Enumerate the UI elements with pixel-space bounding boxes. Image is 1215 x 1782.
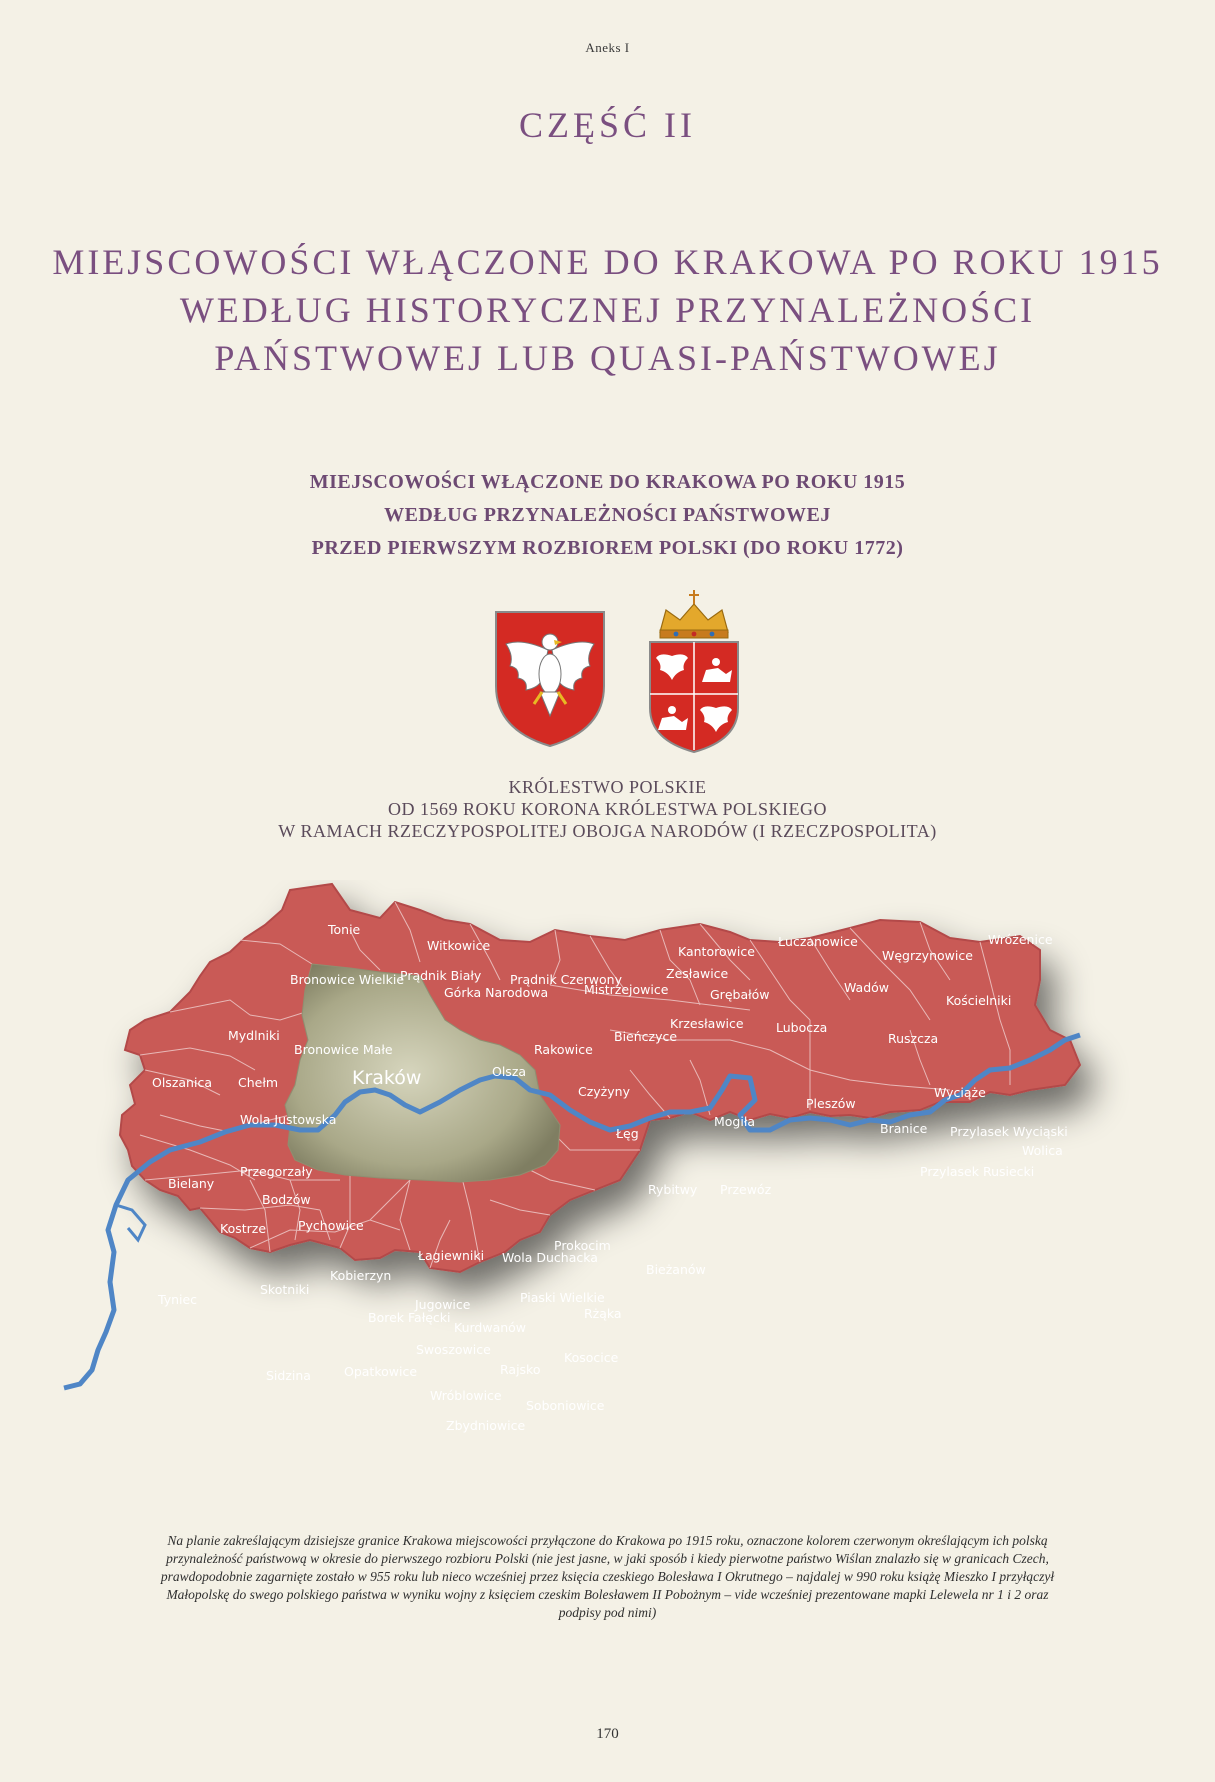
place-label: Rybitwy bbox=[648, 1182, 698, 1197]
place-label: Mistrzejowice bbox=[584, 982, 669, 997]
place-label: Kostrze bbox=[220, 1221, 267, 1236]
place-label: Wolica bbox=[1022, 1143, 1063, 1158]
page-number: 170 bbox=[596, 1726, 619, 1742]
place-label: Łagiewniki bbox=[418, 1248, 485, 1263]
place-label: Bronowice Małe bbox=[294, 1042, 393, 1057]
place-label: Bronowice Wielkie bbox=[290, 972, 405, 987]
main-title-line: PAŃSTWOWEJ LUB QUASI-PAŃSTWOWEJ bbox=[214, 338, 1001, 378]
kingdom-line: KRÓLESTWO POLSKIE bbox=[508, 777, 707, 797]
map-svg bbox=[50, 880, 1170, 1440]
place-label: Pleszów bbox=[806, 1096, 856, 1111]
place-label: Kurdwanów bbox=[454, 1320, 527, 1335]
place-label: Mydlniki bbox=[228, 1028, 280, 1043]
place-label: Tonie bbox=[328, 922, 361, 937]
sub-title-line: MIEJSCOWOŚCI WŁĄCZONE DO KRAKOWA PO ROKU 1915 bbox=[309, 471, 906, 493]
place-label: Kościelniki bbox=[946, 993, 1012, 1008]
place-label: Górka Narodowa bbox=[444, 985, 549, 1000]
place-label: Węgrzynowice bbox=[882, 948, 973, 963]
sub-title-line: PRZED PIERWSZYM ROZBIOREM POLSKI (DO ROKU 1772) bbox=[311, 537, 904, 559]
place-label: Wola Justowska bbox=[240, 1112, 337, 1127]
place-label: Olsza bbox=[492, 1064, 527, 1079]
place-label: Chełm bbox=[238, 1075, 279, 1090]
sub-title bbox=[60, 466, 1155, 565]
place-label: Zbydniowice bbox=[446, 1418, 526, 1433]
place-label: Przegorzały bbox=[240, 1164, 313, 1179]
place-label: Wola Duchacka bbox=[502, 1250, 598, 1265]
place-label: Bieżanów bbox=[646, 1262, 706, 1277]
river-branch bbox=[116, 1205, 145, 1240]
place-label: Przylasek Rusiecki bbox=[920, 1164, 1035, 1179]
map-caption: Na planie zakreślającym dzisiejsze granice Krakowa miejscowości przyłączone do Krakowa po 1915 roku, oznaczone kolorem czerwonym określającym ich polską przynależność państwową w okresie do pierwszego rozbioru Polski (nie jest jasne, w jaki sposób i kiedy pierwotne państwo Wiślan znalazło się w granicach Czech, prawdopodobnie zagarnięte zostało w 955 roku lub nieco wcześniej przez księcia czeskiego Bolesława I Okrutnego – najdalej w 990 roku książę Mieszko I przyłączył Małopolskę do swego polskiego państwa w wyniku wojny z księciem czeskim Bolesławem II Pobożnym – vide wcześniej prezentowane mapki Lelewela nr 1 i 2 oraz podpisy pod nimi) bbox=[160, 1533, 1055, 1620]
white-eagle-crest-icon bbox=[492, 608, 608, 750]
place-label: Bieńczyce bbox=[614, 1029, 678, 1044]
place-label: Bodzów bbox=[262, 1192, 311, 1207]
place-label: Wyciąże bbox=[934, 1085, 986, 1100]
place-label: Zesławice bbox=[666, 966, 729, 981]
kingdom-line: OD 1569 ROKU KORONA KRÓLESTWA POLSKIEGO bbox=[387, 799, 827, 819]
place-label: Witkowice bbox=[427, 938, 491, 953]
place-label: Prądnik Czerwony bbox=[510, 972, 622, 987]
place-label: Grębałów bbox=[710, 987, 770, 1002]
place-label: Wadów bbox=[844, 980, 890, 995]
place-label: Rżąka bbox=[584, 1306, 622, 1321]
place-label: Krzesławice bbox=[670, 1016, 744, 1031]
place-label: Łęg bbox=[616, 1126, 639, 1141]
main-title-line: MIEJSCOWOŚCI WŁĄCZONE DO KRAKOWA PO ROKU 1915 bbox=[52, 242, 1163, 282]
place-label: Branice bbox=[880, 1121, 928, 1136]
place-label: Swoszowice bbox=[416, 1342, 491, 1357]
place-label: Ruszcza bbox=[888, 1031, 939, 1046]
place-label: Soboniowice bbox=[526, 1398, 605, 1413]
place-label: Kosocice bbox=[564, 1350, 619, 1365]
place-label: Kantorowice bbox=[678, 944, 755, 959]
place-label: Przylasek Wyciąski bbox=[950, 1124, 1068, 1139]
place-label: Opatkowice bbox=[344, 1364, 418, 1379]
place-label: Rakowice bbox=[534, 1042, 593, 1057]
place-label: Sidzina bbox=[266, 1368, 311, 1383]
sub-title-line: WEDŁUG PRZYNALEŻNOŚCI PAŃSTWOWEJ bbox=[384, 504, 831, 526]
place-label: Łuczanowice bbox=[778, 934, 858, 949]
commonwealth-crest-icon bbox=[646, 590, 742, 754]
running-head: Aneks I bbox=[585, 40, 630, 55]
place-label: Bielany bbox=[168, 1176, 215, 1191]
main-title-line: WEDŁUG HISTORYCZNEJ PRZYNALEŻNOŚCI bbox=[179, 290, 1036, 330]
place-label: Lubocza bbox=[776, 1020, 828, 1035]
place-label: Wróblowice bbox=[430, 1388, 502, 1403]
place-label: Prokocim bbox=[554, 1238, 611, 1253]
place-label: Mogiła bbox=[714, 1114, 756, 1129]
place-label: Tyniec bbox=[158, 1292, 198, 1307]
krakow-map bbox=[50, 880, 1170, 1440]
place-label: Rajsko bbox=[500, 1362, 541, 1377]
place-label: Prądnik Biały bbox=[400, 968, 482, 983]
place-label: Wróżenice bbox=[988, 932, 1053, 947]
place-label: Czyżyny bbox=[578, 1084, 630, 1099]
place-label: Kobierzyn bbox=[330, 1268, 392, 1283]
place-label: Olszanica bbox=[152, 1075, 212, 1090]
place-label: Przewóz bbox=[720, 1182, 772, 1197]
place-label: Piaski Wielkie bbox=[520, 1290, 605, 1305]
part-title: CZĘŚĆ II bbox=[518, 105, 696, 145]
place-label: Pychowice bbox=[298, 1218, 364, 1233]
kingdom-line: W RAMACH RZECZYPOSPOLITEJ OBOJGA NARODÓW (I RZECZPOSPOLITA) bbox=[278, 821, 937, 841]
place-label: Jugowice bbox=[415, 1297, 471, 1312]
main-title bbox=[40, 238, 1175, 382]
place-label: Borek Fałęcki bbox=[368, 1310, 451, 1325]
city-label: Kraków bbox=[352, 1067, 422, 1089]
kingdom-caption bbox=[60, 776, 1155, 842]
place-label: Skotniki bbox=[260, 1282, 310, 1297]
